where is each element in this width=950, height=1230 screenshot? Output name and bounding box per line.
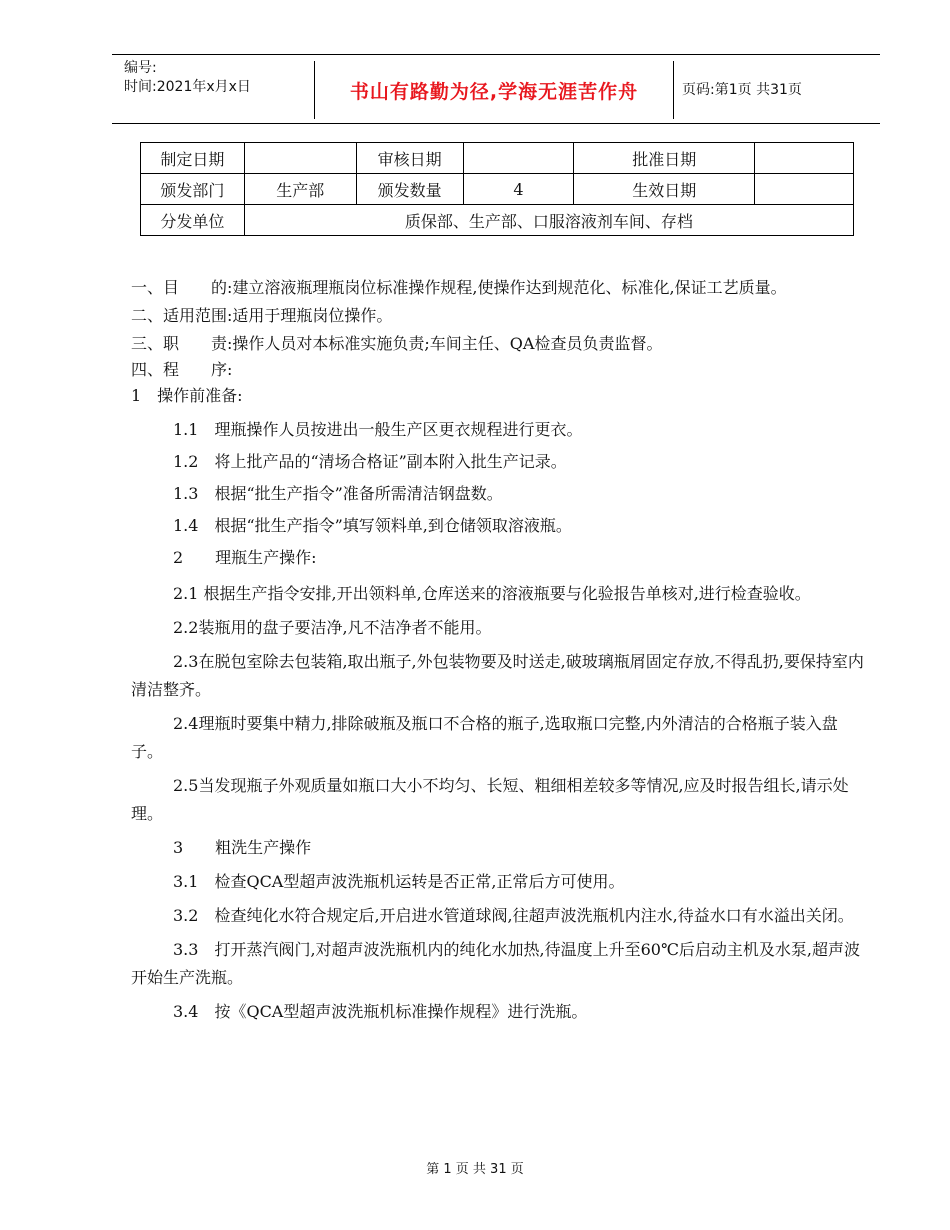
meta-row — [141, 143, 854, 174]
meta-row — [141, 174, 854, 205]
section-scope: 二、适用范围:适用于理瓶岗位操作。 — [131, 306, 393, 325]
meta-label-issuing-dept: 颁发部门 — [141, 174, 245, 205]
step-item: 3.1 检查QCA型超声波洗瓶机运转是否正常,正常后方可使用。 — [173, 872, 625, 891]
meta-value-issuing-dept: 生产部 — [244, 174, 356, 205]
meta-label-effective-date: 生效日期 — [574, 174, 755, 205]
header-left — [124, 59, 251, 97]
header-page-label: 页码:第1页 共31页 — [682, 82, 802, 98]
section-procedure: 四、程 序: — [131, 360, 233, 379]
header-motto: 书山有路勤为径,学海无涯苦作舟 — [314, 61, 674, 119]
meta-value-distribution: 质保部、生产部、口服溶液剂车间、存档 — [244, 205, 853, 236]
step-heading: 2 理瓶生产操作: — [173, 548, 317, 567]
document-meta-table — [140, 142, 854, 236]
meta-value-draft-date — [244, 143, 356, 174]
document-number-label: 编号: — [124, 60, 157, 76]
step-heading: 1 操作前准备: — [131, 386, 243, 405]
meta-label-review-date: 审核日期 — [356, 143, 463, 174]
step-item: 3.3 打开蒸汽阀门,对超声波洗瓶机内的纯化水加热,待温度上升至60℃后启动主机及水泵,超声波开始生产洗瓶。 — [131, 940, 860, 987]
step-item: 3.4 按《QCA型超声波洗瓶机标准操作规程》进行洗瓶。 — [173, 1002, 588, 1021]
step-heading: 3 粗洗生产操作 — [173, 838, 312, 857]
meta-value-review-date — [463, 143, 574, 174]
meta-value-issue-quantity: 4 — [463, 174, 574, 205]
section-purpose: 一、目 的:建立溶液瓶理瓶岗位标准操作规程,使操作达到规范化、标准化,保证工艺质量。 — [131, 278, 787, 297]
step-item: 1.3 根据“批生产指令”准备所需清洁钢盘数。 — [173, 484, 503, 503]
step-item: 2.2装瓶用的盘子要洁净,凡不洁净者不能用。 — [173, 618, 492, 637]
step-item: 1.4 根据“批生产指令”填写领料单,到仓储领取溶液瓶。 — [173, 516, 572, 535]
step-item: 2.1 根据生产指令安排,开出领料单,仓库送来的溶液瓶要与化验报告单核对,进行检查验收。 — [173, 584, 811, 603]
meta-label-issue-quantity: 颁发数量 — [356, 174, 463, 205]
meta-value-effective-date — [755, 174, 854, 205]
document-header — [112, 54, 880, 124]
step-item: 3.2 检查纯化水符合规定后,开启进水管道球阀,往超声波洗瓶机内注水,待益水口有水溢出关闭。 — [173, 906, 854, 925]
meta-label-approve-date: 批准日期 — [574, 143, 755, 174]
step-item: 2.5当发现瓶子外观质量如瓶口大小不均匀、长短、粗细相差较多等情况,应及时报告组长,请示处理。 — [131, 776, 849, 823]
meta-value-approve-date — [755, 143, 854, 174]
meta-label-draft-date: 制定日期 — [141, 143, 245, 174]
section-responsibility: 三、职 责:操作人员对本标准实施负责;车间主任、QA检查员负责监督。 — [131, 334, 663, 353]
meta-row — [141, 205, 854, 236]
step-item: 1.1 理瓶操作人员按进出一般生产区更衣规程进行更衣。 — [173, 420, 583, 439]
page-footer: 第 1 页 共 31 页 — [426, 1162, 524, 1177]
step-item: 2.3在脱包室除去包装箱,取出瓶子,外包装物要及时送走,破玻璃瓶屑固定存放,不得乱扔,要保持室内清洁整齐。 — [131, 652, 864, 699]
step-item: 2.4理瓶时要集中精力,排除破瓶及瓶口不合格的瓶子,选取瓶口完整,内外清洁的合格瓶子装入盘子。 — [131, 714, 838, 761]
step-item: 1.2 将上批产品的“清场合格证”副本附入批生产记录。 — [173, 452, 567, 471]
document-time-label: 时间:2021年x月x日 — [124, 79, 251, 95]
meta-label-distribution: 分发单位 — [141, 205, 245, 236]
document-body — [131, 274, 866, 1026]
